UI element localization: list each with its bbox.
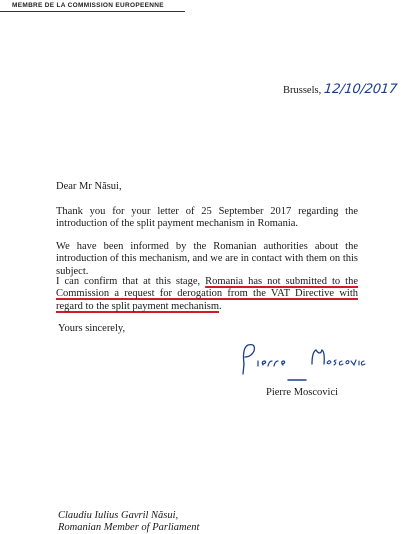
letterhead-title: MEMBRE DE LA COMMISSION EUROPEENNE	[12, 2, 164, 9]
signer-name: Pierre Moscovici	[266, 387, 339, 398]
place-date	[283, 82, 397, 97]
letterhead-rule	[0, 11, 185, 12]
paragraph-confirmation	[56, 276, 358, 313]
addressee-title: Romanian Member of Parliament	[58, 522, 200, 533]
salutation: Dear Mr Năsui,	[56, 181, 122, 192]
paragraph-thanks: Thank you for your letter of 25 September 2017 regarding the introduction of the split payment mechanism in Romania.	[56, 206, 358, 230]
addressee-name: Claudiu Iulius Gavril Năsui,	[58, 510, 179, 521]
closing: Yours sincerely,	[58, 323, 126, 334]
confirmation-end: .	[219, 300, 222, 312]
handwritten-signature	[238, 340, 368, 384]
highlighted-statement: Romania has not submitted to the Commission a request for derogation from the VAT Directive with regard to the split payment mechanism	[56, 276, 358, 312]
addressee-block	[58, 510, 199, 534]
place: Brussels,	[283, 85, 322, 96]
handwritten-date: 12/10/2017	[323, 82, 398, 97]
confirmation-intro: I can confirm that at this stage,	[56, 276, 206, 287]
paragraph-informed: We have been informed by the Romanian authorities about the introduction of this mechanism, and we are in contact with them on this subject.	[56, 241, 358, 277]
